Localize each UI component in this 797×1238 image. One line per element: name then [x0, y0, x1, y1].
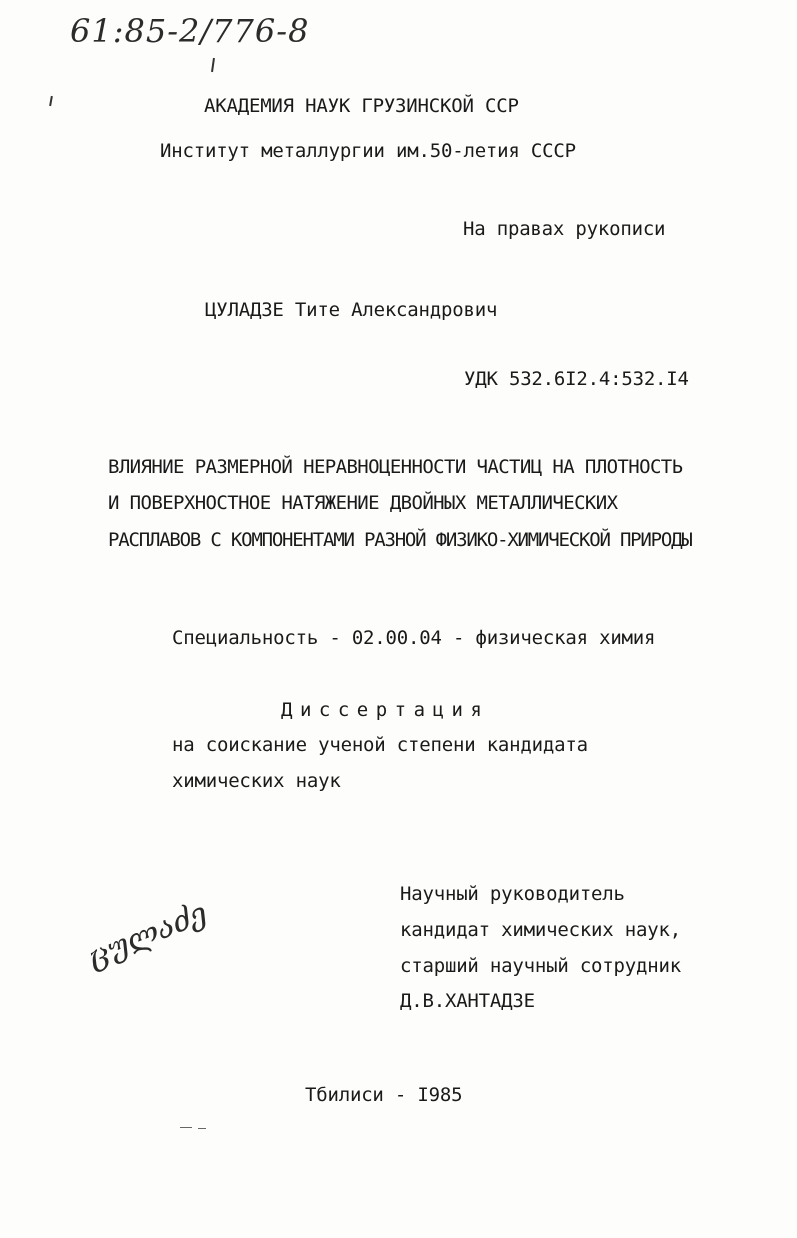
author-name: ЦУЛАДЗЕ Тите Александрович [205, 299, 498, 321]
supervisor-label: Научный руководитель [400, 883, 625, 905]
title-line: ВЛИЯНИЕ РАЗМЕРНОЙ НЕРАВНОЦЕННОСТИ ЧАСТИЦ НА ПЛОТНОСТЬ [108, 456, 683, 478]
stray-mark [180, 1127, 192, 1128]
title-line: РАСПЛАВОВ С КОМПОНЕНТАМИ РАЗНОЙ ФИЗИКО-ХИМИЧЕСКОЙ ПРИРОДЫ [108, 529, 692, 551]
handwritten-call-number: 61:85-2/776-8 [70, 12, 310, 50]
manuscript-note: На правах рукописи [463, 218, 666, 240]
title-line: И ПОВЕРХНОСТНОЕ НАТЯЖЕНИЕ ДВОЙНЫХ МЕТАЛЛИЧЕСКИХ [108, 492, 618, 514]
institute-name: Институт металлургии им.50-летия СССР [160, 140, 576, 162]
academy-title: АКАДЕМИЯ НАУК ГРУЗИНСКОЙ ССР [204, 95, 519, 117]
dissertation-degree-line1: на соискание ученой степени кандидата [172, 734, 588, 756]
supervisor-name: Д.В.ХАНТАДЗЕ [400, 990, 535, 1012]
dissertation-degree-line2: химических наук [172, 770, 341, 792]
specialty: Специальность - 02.00.04 - физическая химия [172, 627, 656, 649]
place-and-year: Тбилиси - I985 [305, 1084, 463, 1106]
stray-mark [211, 58, 215, 72]
handwritten-signature: ცულაძე [82, 895, 213, 975]
dissertation-heading: Диссертация [281, 699, 490, 721]
stray-mark [198, 1128, 206, 1129]
supervisor-degree: кандидат химических наук, [400, 919, 681, 941]
supervisor-position: старший научный сотрудник [400, 955, 681, 977]
stray-mark [49, 96, 53, 106]
udc-code: УДК 532.6I2.4:532.I4 [464, 368, 689, 390]
